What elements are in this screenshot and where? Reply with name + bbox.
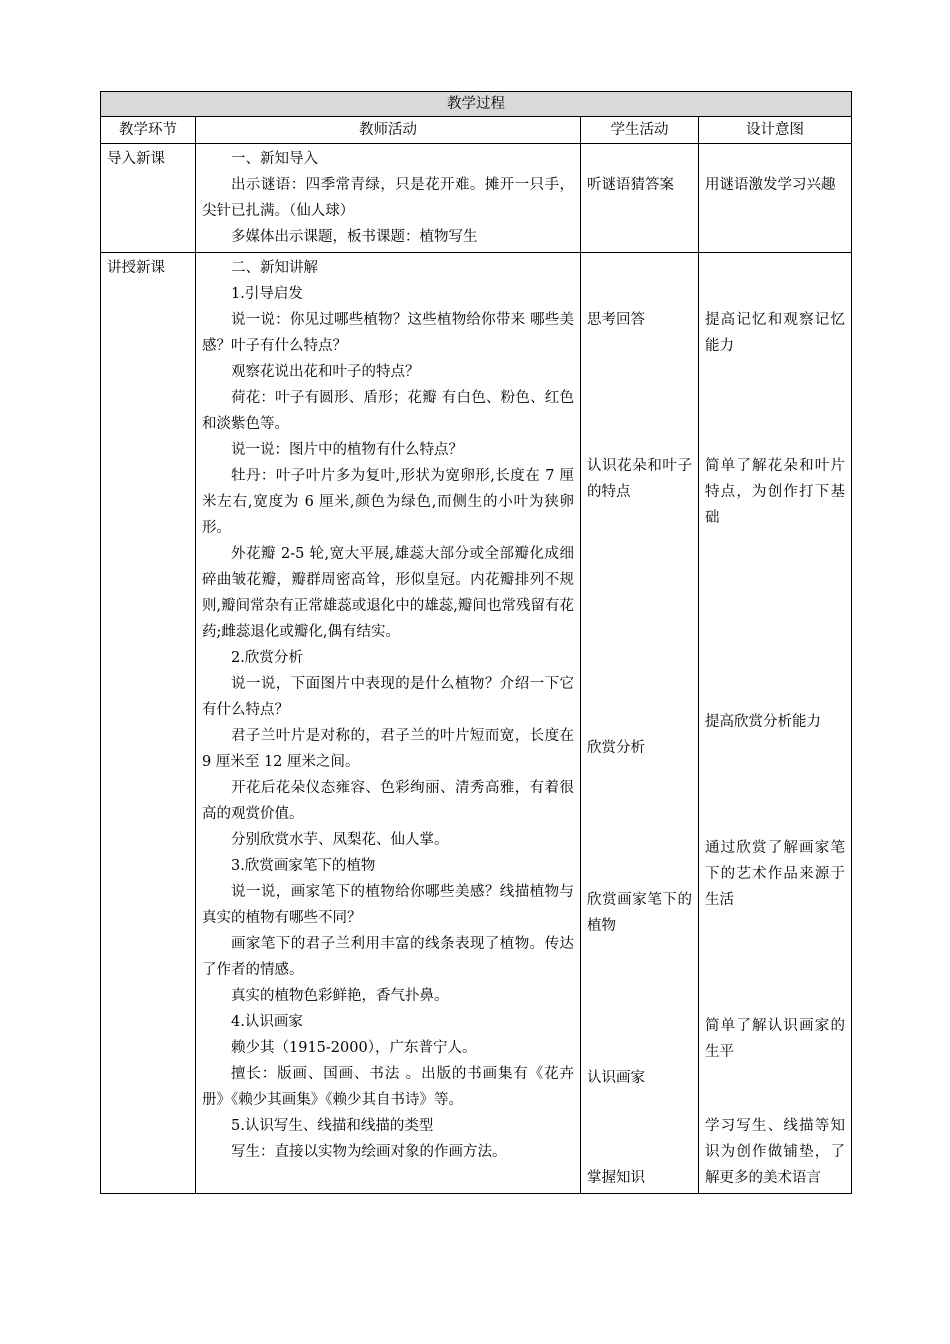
design-intent: 提高记忆和观察记忆能力 <box>705 312 845 354</box>
stage-label: 导入新课 <box>107 151 165 167</box>
student-activity: 思考回答 <box>587 312 645 328</box>
header-teacher: 教师活动 <box>196 117 581 144</box>
student-activity: 掌握知识 <box>587 1170 645 1186</box>
student-activity: 认识花朵和叶子的特点 <box>587 458 692 500</box>
teacher-text: 真实的植物色彩鲜艳，香气扑鼻。 <box>231 988 449 1004</box>
teacher-text: 一、新知导入 <box>231 151 318 167</box>
design-intent: 简单了解认识画家的生平 <box>705 1018 845 1060</box>
teacher-text: 1.引导启发 <box>231 286 303 302</box>
teacher-text: 画家笔下的君子兰利用丰富的线条表现了植物。传达了作者的情感。 <box>202 936 574 978</box>
table-title: 教学过程 <box>101 92 852 117</box>
teacher-text: 开花后花朵仪态雍容、色彩绚丽、清秀高雅，有着很高的观赏价值。 <box>202 780 574 822</box>
teacher-text: 3.欣赏画家笔下的植物 <box>231 858 376 874</box>
teacher-text: 君子兰叶片是对称的，君子兰的叶片短而宽，长度在 9 厘米至 12 厘米之间。 <box>202 728 574 770</box>
header-intent: 设计意图 <box>699 117 852 144</box>
teacher-text: 赖少其（1915-2000），广东普宁人。 <box>231 1040 477 1056</box>
design-intent: 通过欣赏了解画家笔下的艺术作品来源于生活 <box>705 840 845 908</box>
student-activity: 欣赏分析 <box>587 740 645 756</box>
teacher-text: 写生：直接以实物为绘画对象的作画方法。 <box>231 1144 507 1160</box>
teacher-text: 说一说：你见过哪些植物？这些植物给你带来 哪些美感？叶子有什么特点？ <box>202 312 574 354</box>
teacher-text: 二、新知讲解 <box>231 260 318 276</box>
teacher-text: 4.认识画家 <box>231 1014 303 1030</box>
teacher-text: 多媒体出示课题，板书课题：植物写生 <box>231 229 478 245</box>
design-intent: 用谜语激发学习兴趣 <box>705 177 836 193</box>
stage-label: 讲授新课 <box>107 260 165 276</box>
teacher-text: 说一说，下面图片中表现的是什么植物？介绍一下它有什么特点？ <box>202 676 574 718</box>
design-intent: 提高欣赏分析能力 <box>705 714 821 730</box>
student-activity: 听谜语猜答案 <box>587 177 674 193</box>
table-row <box>101 144 852 253</box>
header-stage: 教学环节 <box>101 117 196 144</box>
teacher-text: 说一说：图片中的植物有什么特点？ <box>231 442 463 458</box>
teacher-text: 牡丹：叶子叶片多为复叶,形状为宽卵形,长度在 7 厘米左右,宽度为 6 厘米,颜色为绿色,而侧生的小叶为狭卵形。 <box>202 468 574 536</box>
teacher-text: 分别欣赏水芋、凤梨花、仙人掌。 <box>231 832 449 848</box>
teacher-text: 荷花：叶子有圆形、盾形；花瓣 有白色、粉色、红色和淡紫色等。 <box>202 390 574 432</box>
table-row <box>101 253 852 1194</box>
teacher-text: 说一说，画家笔下的植物给你哪些美感？线描植物与真实的植物有哪些不同？ <box>202 884 574 926</box>
student-activity: 认识画家 <box>587 1070 645 1086</box>
design-intent: 学习写生、线描等知识为创作做铺垫，了解更多的美术语言 <box>705 1118 845 1186</box>
teacher-text: 擅长：版画、国画、书法 。出版的书画集有《花卉册》《赖少其画集》《赖少其自书诗》等。 <box>202 1066 574 1108</box>
teaching-process-table <box>100 91 852 1194</box>
student-activity: 欣赏画家笔下的植物 <box>587 892 692 934</box>
teacher-text: 5.认识写生、线描和线描的类型 <box>231 1118 434 1134</box>
teacher-text: 2.欣赏分析 <box>231 650 303 666</box>
teacher-text: 观察花说出花和叶子的特点？ <box>231 364 420 380</box>
teacher-text: 出示谜语：四季常青绿，只是花开难。摊开一只手，尖针已扎满。（仙人球） <box>202 177 574 219</box>
header-student: 学生活动 <box>581 117 699 144</box>
teacher-text: 外花瓣 2-5 轮,宽大平展,雄蕊大部分或全部瓣化成细碎曲皱花瓣，瓣群周密高耸，形似皇冠。内花瓣排列不规则,瓣间常杂有正常雄蕊或退化中的雄蕊,瓣间也常残留有花药;雌蕊退化或瓣化,偶有结实。 <box>202 546 574 640</box>
design-intent: 简单了解花朵和叶片特点，为创作打下基础 <box>705 458 845 526</box>
